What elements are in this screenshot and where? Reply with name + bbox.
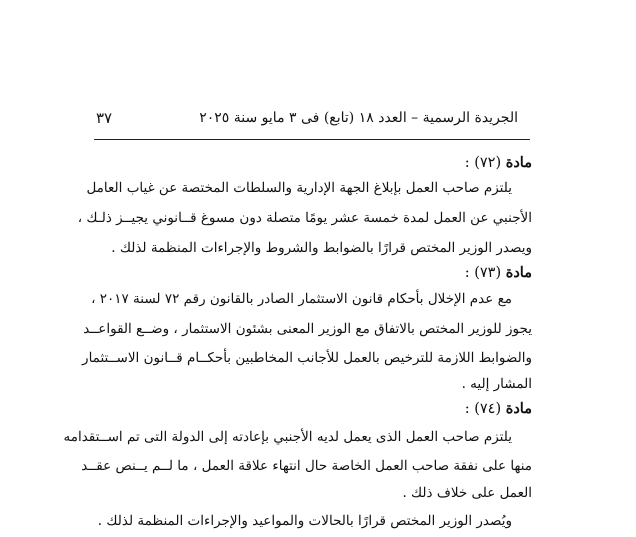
article-73-line-1: مع عدم الإخلال بأحكام قانون الاستثمار الصادر بالقانون رقم ٧٢ لسنة ٢٠١٧ ، (91, 291, 512, 307)
page-number: ٣٧ (96, 109, 113, 127)
article-number: (٧٢) : (464, 155, 502, 171)
article-number: (٧٤) : (464, 401, 502, 417)
gazette-header-title: الجريدة الرسمية – العدد ١٨ (تابع) فى ٣ مايو سنة ٢٠٢٥ (199, 110, 518, 126)
article-word: مادة (505, 154, 532, 171)
article-72-line-2: الأجنبي عن العمل لمدة خمسة عشر يومًا متصلة دون مسوغ قــانوني يجيــز ذلـك ، (77, 210, 532, 226)
article-number: (٧٣) : (464, 265, 502, 281)
article-word: مادة (505, 400, 532, 417)
article-73-line-3: والضوابط اللازمة للترخيص بالعمل للأجانب المخاطبين بأحكــام قــانون الاســتثمار (82, 350, 532, 366)
article-72-heading (465, 152, 532, 174)
header-divider (94, 139, 530, 140)
article-73-line-4: المشار إليه . (461, 376, 532, 392)
article-73-heading (465, 262, 532, 284)
article-72-line-3: ويصدر الوزير المختص قرارًا بالضوابط والشروط والإجراءات المنظمة لذلك . (111, 240, 532, 256)
article-74-line-3: العمل على خلاف ذلك . (402, 485, 532, 501)
article-73-line-2: يجوز للوزير المختص بالاتفاق مع الوزير المعنى بشئون الاستثمار ، وضــع القواعــد (83, 321, 532, 337)
article-74-line-4: ويُصدر الوزير المختص قرارًا بالحالات والمواعيد والإجراءات المنظمة لذلك . (97, 513, 512, 529)
article-word: مادة (505, 264, 532, 281)
article-74-line-2: منها على نفقة صاحب العمل الخاصة حال انتهاء علاقة العمل ، ما لــم يــنص عقــد (81, 458, 532, 474)
article-72-line-1: يلتزم صاحب العمل بإبلاغ الجهة الإدارية والسلطات المختصة عن غياب العامل (86, 180, 512, 196)
article-74-line-1: يلتزم صاحب العمل الذى يعمل لديه الأجنبي بإعادته إلى الدولة التى تم اســتقدامه (63, 429, 512, 445)
article-74-heading (465, 398, 532, 420)
